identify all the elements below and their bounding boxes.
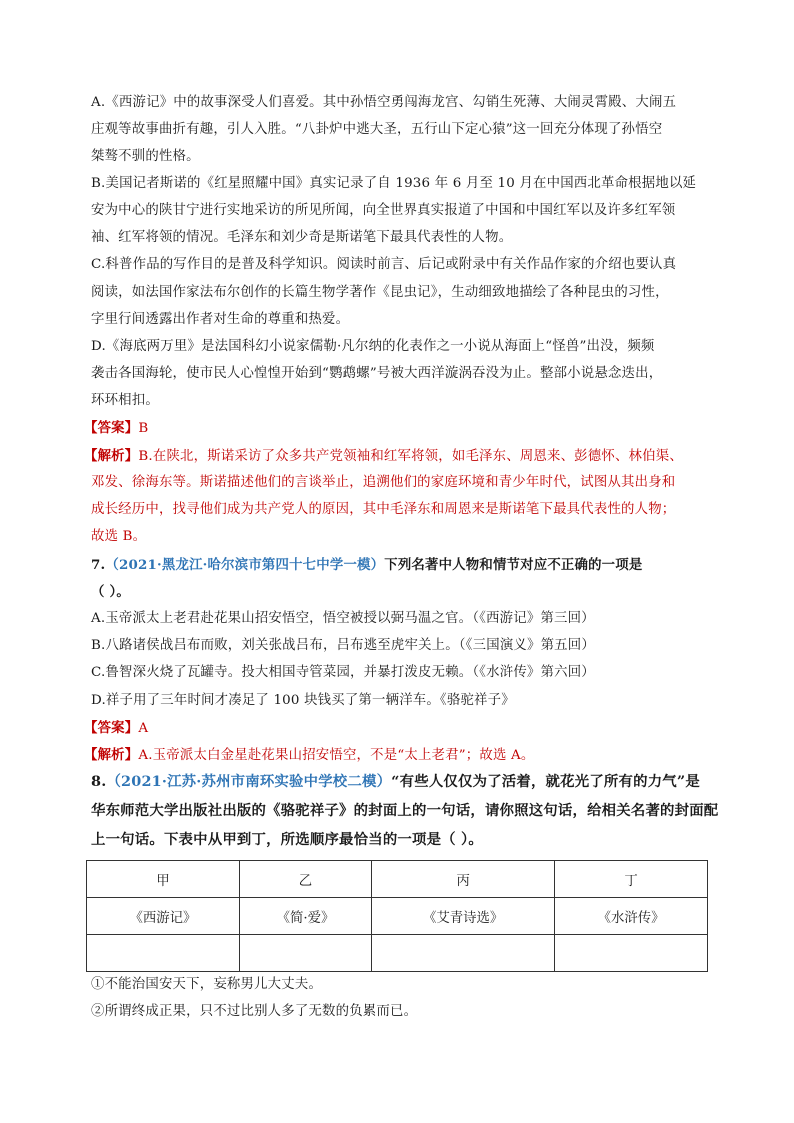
table-cell: 《艾青诗选》 [372,898,555,935]
q8-source: （2021·江苏·苏州市南环实验中学校二模） [106,773,392,790]
table-cell [372,935,555,972]
q7-option-d: D.祥子用了三年时间才凑足了 100 块钱买了第一辆洋车。《骆驼祥子》 [91,693,515,708]
table-row [87,935,708,972]
q7-source: （2021·黑龙江·哈尔滨市第四十七中学一模） [105,557,385,573]
q6-analysis-line3: 成长经历中，找寻他们成为共产党人的原因，其中毛泽东和周恩来是斯诺笔下最具代表性的人物； [91,502,676,517]
q6-option-a-line2: 庄观等故事曲折有趣，引人入胜。“八卦炉中逃大圣，五行山下定心猿”这一回充分体现了孙悟空 [91,122,663,137]
q7-option-b: B.八路诸侯战吕布而败，刘关张战吕布，吕布逃至虎牢关上。（《三国演义》第五回） [91,638,595,653]
q7-answer [84,719,148,738]
q8-options-table [86,860,708,972]
q7-option-a: A.玉帝派太上老君赴花果山招安悟空，悟空被授以弼马温之官。（《西游记》第三回） [91,611,595,626]
table-cell: 《西游记》 [87,898,240,935]
q7-stem-line1 [91,556,642,574]
q7-analysis [84,746,534,765]
q6-option-c-line2: 阅读，如法国作家法布尔创作的长篇生物学著作《昆虫记》，生动细致地描绘了各种昆虫的习性， [91,285,669,300]
analysis-tag: 【解析】 [84,747,139,763]
q8-stem: “有些人仅仅为了活着，就花光了所有的力气”是 [391,773,700,790]
q6-option-d-line3: 环环相扣。 [91,393,159,408]
q8-stem-line3: 上一句话。下表中从甲到丁，所选顺序最恰当的一项是（ ）。 [91,831,483,848]
q8-item-1: ①不能治国安天下，妄称男儿大丈夫。 [91,977,323,992]
table-header-cell: 丙 [372,861,555,898]
table-row [87,861,708,898]
q8-stem-line2: 华东师范大学出版社出版的《骆驼祥子》的封面上的一句话，请你照这句话，给相关名著的封面配 [91,802,719,819]
table-cell [87,935,240,972]
analysis-tag: 【解析】 [84,448,139,464]
answer-value: B [138,421,149,436]
q7-stem: 下列名著中人物和情节对应不正确的一项是 [384,557,643,573]
q6-option-d-line2: 袭击各国海轮，使市民人心惶惶开始到“鹦鹉螺”号被大西洋漩涡吞没为止。整部小说悬念迭出， [91,366,663,381]
table-row [87,898,708,935]
q6-option-a-line1: A.《西游记》中的故事深受人们喜爱。其中孙悟空勇闯海龙宫、勾销生死薄、大闹灵霄殿、大闹五 [91,95,677,110]
analysis-text: A.玉帝派太白金星赴花果山招安悟空，不是“太上老君”；故选 A。 [138,748,535,763]
q8-item-2: ②所谓终成正果，只不过比别人多了无数的负累而已。 [91,1004,418,1019]
q6-option-c-line3: 字里行间透露出作者对生命的尊重和热爱。 [91,312,350,327]
answer-tag: 【答案】 [84,420,139,436]
q8-number: 8. [91,773,107,790]
q6-analysis-line2: 邓发、徐海东等。斯诺描述他们的言谈举止，追溯他们的家庭环境和青少年时代，试图从其出身和 [91,475,676,490]
q8-stem-line1 [91,773,700,791]
answer-value: A [138,721,149,736]
table-header-cell: 甲 [87,861,240,898]
table-cell: 《简·爱》 [239,898,371,935]
q7-stem-line2: （ ）。 [91,584,130,600]
q6-answer [84,419,148,438]
table-header-cell: 丁 [555,861,708,898]
q6-option-d-line1: D.《海底两万里》是法国科幻小说家儒勒·凡尔纳的化表作之一小说从海面上“怪兽”出没，频频 [91,339,655,354]
table-cell [555,935,708,972]
answer-tag: 【答案】 [84,720,139,736]
table-cell: 《水浒传》 [555,898,708,935]
table-header-cell: 乙 [239,861,371,898]
q6-analysis-line1 [84,447,683,466]
q7-option-c: C.鲁智深火烧了瓦罐寺。投大相国寺管菜园，并暴打泼皮无赖。（《水浒传》第六回） [91,665,595,680]
analysis-text: B.在陕北，斯诺采访了众多共产党领袖和红军将领，如毛泽东、周恩来、彭德怀、林伯渠、 [138,449,683,464]
q6-option-b-line2: 安为中心的陕甘宁进行实地采访的所见所闻，向全世界真实报道了中国和中国红军以及许多红军领 [91,203,676,218]
q6-option-c-line1: C.科普作品的写作目的是普及科学知识。阅读时前言、后记或附录中有关作品作家的介绍也要认真 [91,257,677,272]
q6-option-b-line1: B.美国记者斯诺的《红星照耀中国》真实记录了自 1936 年 6 月至 10 月在中国西北革命根据地以延 [91,176,697,191]
table-cell [239,935,371,972]
q6-option-a-line3: 桀骜不驯的性格。 [91,149,200,164]
q7-number: 7. [91,557,106,573]
q6-option-b-line3: 袖、红军将领的情况。毛泽东和刘少奇是斯诺笔下最具代表性的人物。 [91,230,513,245]
q6-analysis-line4: 故选 B。 [91,529,147,544]
